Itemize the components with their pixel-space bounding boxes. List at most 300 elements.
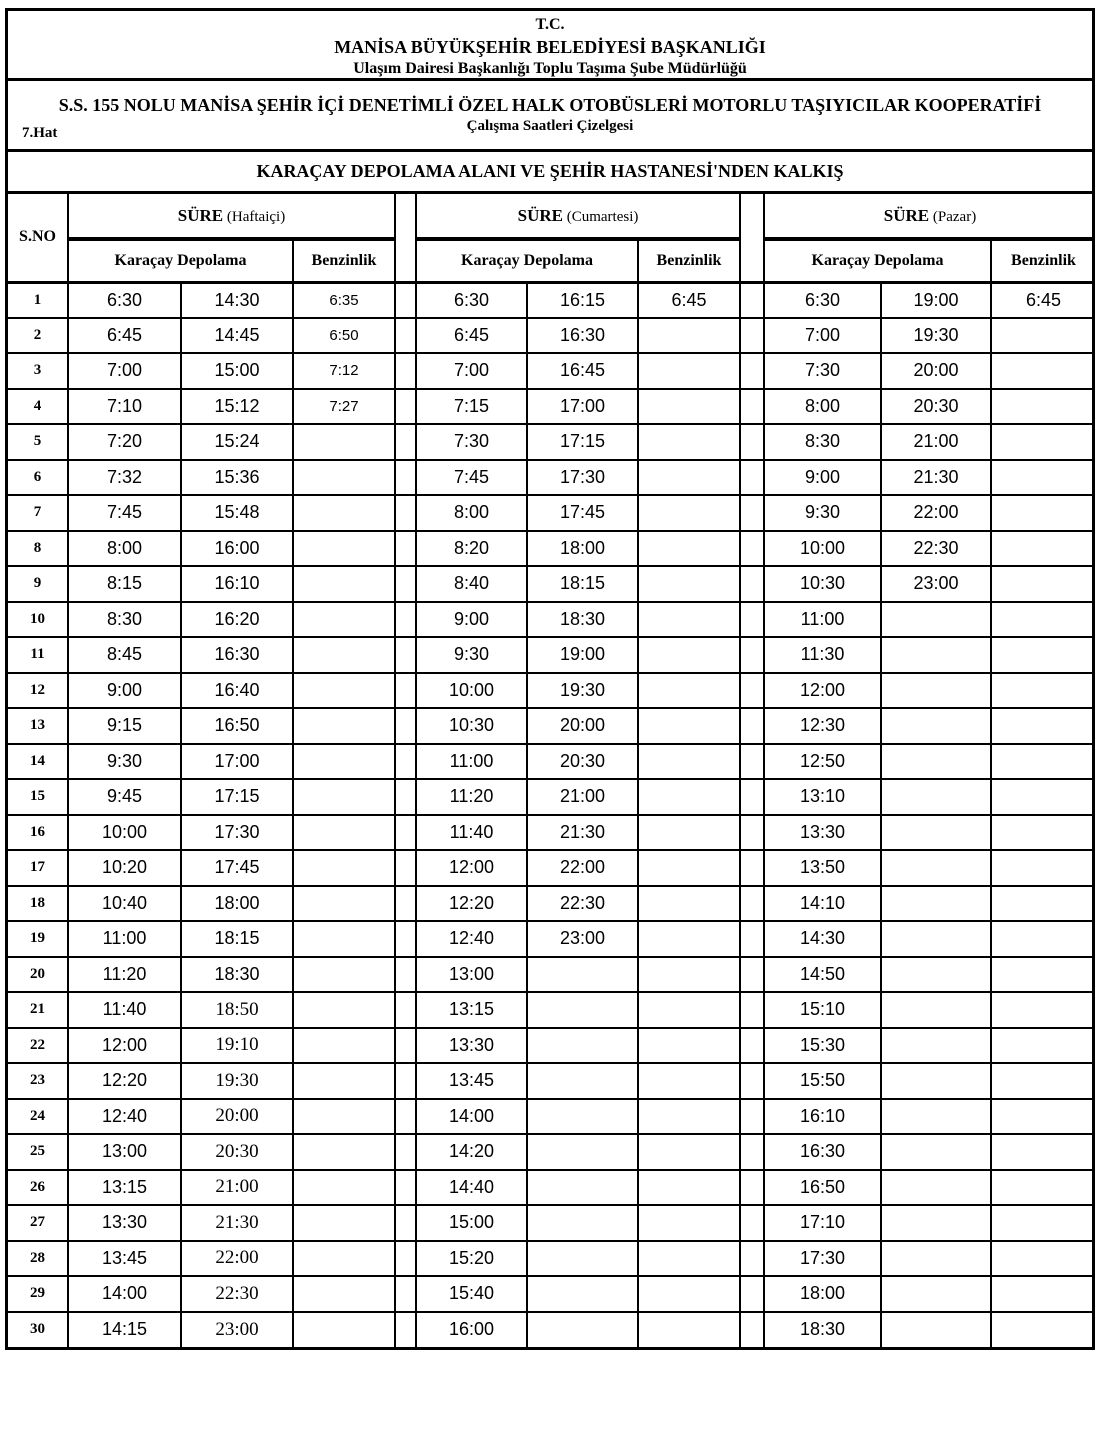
time-cell-sunday: 20:00 bbox=[881, 353, 991, 389]
table-row bbox=[8, 957, 1095, 993]
time-cell-weekday: 23:00 bbox=[181, 1312, 293, 1348]
table-row bbox=[8, 1134, 1095, 1170]
time-cell-weekday bbox=[293, 779, 395, 815]
time-cell-saturday: 17:15 bbox=[527, 424, 638, 460]
table-row bbox=[8, 495, 1095, 531]
time-cell-saturday: 8:00 bbox=[416, 495, 527, 531]
time-cell-weekday bbox=[293, 424, 395, 460]
time-cell-weekday bbox=[293, 566, 395, 602]
time-cell-weekday: 10:40 bbox=[68, 886, 181, 922]
col-header-benzinlik-sunday: Benzinlik bbox=[991, 239, 1095, 282]
time-cell-sunday bbox=[881, 708, 991, 744]
time-cell-sunday: 12:50 bbox=[764, 744, 881, 780]
table-row bbox=[8, 318, 1095, 354]
time-cell-saturday bbox=[638, 637, 740, 673]
table-row bbox=[8, 886, 1095, 922]
time-cell-sunday bbox=[991, 1099, 1095, 1135]
time-cell-saturday bbox=[638, 921, 740, 957]
time-cell-saturday: 22:00 bbox=[527, 850, 638, 886]
time-cell-weekday: 7:20 bbox=[68, 424, 181, 460]
time-cell-sunday: 13:30 bbox=[764, 815, 881, 851]
spacer-cell bbox=[740, 779, 764, 815]
table-row bbox=[8, 1170, 1095, 1206]
group-header-weekday bbox=[68, 194, 395, 239]
spacer-cell bbox=[740, 957, 764, 993]
table-row bbox=[8, 531, 1095, 567]
spacer-cell bbox=[740, 1241, 764, 1277]
time-cell-weekday: 11:00 bbox=[68, 921, 181, 957]
table-row bbox=[8, 744, 1095, 780]
time-cell-sunday: 22:30 bbox=[881, 531, 991, 567]
time-cell-weekday bbox=[293, 531, 395, 567]
spacer-cell bbox=[395, 779, 416, 815]
time-cell-weekday: 20:30 bbox=[181, 1134, 293, 1170]
spacer-cell bbox=[395, 318, 416, 354]
time-cell-saturday bbox=[638, 886, 740, 922]
time-cell-saturday: 18:30 bbox=[527, 602, 638, 638]
time-cell-sunday bbox=[881, 921, 991, 957]
group-qualifier-sunday: (Pazar) bbox=[929, 208, 977, 225]
time-cell-weekday bbox=[293, 1063, 395, 1099]
spacer-cell bbox=[740, 602, 764, 638]
time-cell-sunday: 16:10 bbox=[764, 1099, 881, 1135]
republic-line: T.C. bbox=[535, 16, 565, 33]
spacer-cell bbox=[740, 1063, 764, 1099]
time-cell-saturday: 18:00 bbox=[527, 531, 638, 567]
spacer-cell bbox=[740, 460, 764, 496]
time-cell-sunday: 14:50 bbox=[764, 957, 881, 993]
spacer-cell bbox=[395, 1099, 416, 1135]
time-cell-saturday: 6:30 bbox=[416, 282, 527, 318]
row-number-cell: 7 bbox=[8, 495, 68, 531]
time-cell-weekday: 12:20 bbox=[68, 1063, 181, 1099]
time-cell-saturday: 6:45 bbox=[638, 282, 740, 318]
time-cell-weekday: 17:30 bbox=[181, 815, 293, 851]
time-cell-sunday: 9:00 bbox=[764, 460, 881, 496]
time-cell-weekday bbox=[293, 1312, 395, 1348]
time-cell-weekday bbox=[293, 602, 395, 638]
spacer-cell bbox=[395, 424, 416, 460]
table-row bbox=[8, 460, 1095, 496]
time-cell-saturday: 17:00 bbox=[527, 389, 638, 425]
time-cell-sunday: 15:10 bbox=[764, 992, 881, 1028]
spacer-cell bbox=[395, 708, 416, 744]
time-cell-saturday: 21:00 bbox=[527, 779, 638, 815]
group-label-saturday: SÜRE bbox=[517, 205, 563, 225]
time-cell-sunday: 8:30 bbox=[764, 424, 881, 460]
spacer-cell bbox=[740, 673, 764, 709]
spacer-cell bbox=[395, 673, 416, 709]
time-cell-weekday bbox=[293, 886, 395, 922]
time-cell-saturday bbox=[638, 1312, 740, 1348]
time-cell-sunday: 11:30 bbox=[764, 637, 881, 673]
spacer-cell bbox=[740, 708, 764, 744]
spacer-cell bbox=[740, 850, 764, 886]
time-cell-sunday bbox=[991, 1205, 1095, 1241]
time-cell-saturday: 22:30 bbox=[527, 886, 638, 922]
time-cell-saturday: 11:00 bbox=[416, 744, 527, 780]
spacer-cell bbox=[740, 531, 764, 567]
time-cell-sunday: 8:00 bbox=[764, 389, 881, 425]
time-cell-saturday bbox=[638, 1276, 740, 1312]
table-row bbox=[8, 1028, 1095, 1064]
time-cell-saturday: 16:15 bbox=[527, 282, 638, 318]
row-number-cell: 11 bbox=[8, 637, 68, 673]
time-cell-sunday: 7:00 bbox=[764, 318, 881, 354]
time-cell-saturday bbox=[638, 531, 740, 567]
table-row bbox=[8, 1205, 1095, 1241]
row-number-cell: 10 bbox=[8, 602, 68, 638]
spacer-cell bbox=[395, 886, 416, 922]
time-cell-sunday bbox=[881, 1170, 991, 1206]
time-cell-weekday: 6:30 bbox=[68, 282, 181, 318]
time-cell-weekday: 16:50 bbox=[181, 708, 293, 744]
spacer-cell bbox=[740, 318, 764, 354]
spacer-cell bbox=[740, 1099, 764, 1135]
time-cell-sunday: 18:30 bbox=[764, 1312, 881, 1348]
row-number-cell: 30 bbox=[8, 1312, 68, 1348]
table-row bbox=[8, 1099, 1095, 1135]
spacer-cell bbox=[740, 815, 764, 851]
time-cell-weekday: 14:45 bbox=[181, 318, 293, 354]
sno-header: S.NO bbox=[8, 194, 68, 282]
row-number-cell: 18 bbox=[8, 886, 68, 922]
time-cell-saturday: 13:30 bbox=[416, 1028, 527, 1064]
time-cell-sunday bbox=[991, 886, 1095, 922]
time-cell-saturday bbox=[638, 779, 740, 815]
time-cell-saturday: 17:45 bbox=[527, 495, 638, 531]
time-cell-sunday: 10:00 bbox=[764, 531, 881, 567]
spacer-cell bbox=[740, 353, 764, 389]
timetable bbox=[8, 194, 1095, 1347]
time-cell-sunday bbox=[991, 602, 1095, 638]
time-cell-weekday bbox=[293, 992, 395, 1028]
time-cell-saturday: 9:00 bbox=[416, 602, 527, 638]
spacer-cell bbox=[395, 353, 416, 389]
time-cell-weekday bbox=[293, 637, 395, 673]
cooperative-title: S.S. 155 NOLU MANİSA ŞEHİR İÇİ DENETİMLİ ÖZEL HALK OTOBÜSLERİ MOTORLU TAŞIYICILAR KOOPERATİFİ bbox=[58, 95, 1042, 115]
time-cell-weekday: 13:45 bbox=[68, 1241, 181, 1277]
time-cell-sunday bbox=[991, 495, 1095, 531]
time-cell-sunday bbox=[991, 566, 1095, 602]
table-row bbox=[8, 1276, 1095, 1312]
time-cell-weekday bbox=[293, 815, 395, 851]
time-cell-sunday: 19:00 bbox=[881, 282, 991, 318]
spacer-cell bbox=[740, 744, 764, 780]
time-cell-sunday bbox=[991, 637, 1095, 673]
time-cell-saturday: 16:00 bbox=[416, 1312, 527, 1348]
time-cell-saturday bbox=[527, 1063, 638, 1099]
spacer-cell bbox=[740, 1134, 764, 1170]
spacer-cell bbox=[395, 637, 416, 673]
row-number-cell: 17 bbox=[8, 850, 68, 886]
time-cell-sunday bbox=[991, 1276, 1095, 1312]
column-header-row bbox=[8, 239, 1095, 282]
time-cell-saturday bbox=[527, 1312, 638, 1348]
table-row bbox=[8, 353, 1095, 389]
table-row bbox=[8, 1241, 1095, 1277]
time-cell-saturday bbox=[638, 424, 740, 460]
time-cell-sunday: 21:00 bbox=[881, 424, 991, 460]
time-cell-sunday bbox=[991, 815, 1095, 851]
time-cell-sunday bbox=[991, 460, 1095, 496]
time-cell-saturday: 19:30 bbox=[527, 673, 638, 709]
time-cell-saturday bbox=[638, 992, 740, 1028]
group-label-weekday: SÜRE bbox=[177, 205, 224, 225]
row-number-cell: 3 bbox=[8, 353, 68, 389]
time-cell-saturday bbox=[527, 1134, 638, 1170]
time-cell-sunday bbox=[881, 992, 991, 1028]
time-cell-saturday: 23:00 bbox=[527, 921, 638, 957]
time-cell-saturday bbox=[527, 992, 638, 1028]
time-cell-weekday bbox=[293, 957, 395, 993]
spacer-cell bbox=[395, 1028, 416, 1064]
time-cell-weekday: 22:30 bbox=[181, 1276, 293, 1312]
time-cell-saturday bbox=[638, 1028, 740, 1064]
time-cell-weekday bbox=[293, 1276, 395, 1312]
time-cell-sunday: 9:30 bbox=[764, 495, 881, 531]
time-cell-weekday: 19:10 bbox=[181, 1028, 293, 1064]
time-cell-sunday: 11:00 bbox=[764, 602, 881, 638]
row-number-cell: 16 bbox=[8, 815, 68, 851]
time-cell-weekday: 15:48 bbox=[181, 495, 293, 531]
time-cell-weekday bbox=[293, 708, 395, 744]
time-cell-saturday: 17:30 bbox=[527, 460, 638, 496]
time-cell-saturday: 10:00 bbox=[416, 673, 527, 709]
group-qualifier-saturday: (Cumartesi) bbox=[562, 208, 639, 225]
time-cell-weekday: 6:35 bbox=[293, 282, 395, 318]
time-cell-sunday: 21:30 bbox=[881, 460, 991, 496]
time-cell-saturday: 12:00 bbox=[416, 850, 527, 886]
time-cell-weekday: 8:30 bbox=[68, 602, 181, 638]
municipality-line: MANİSA BÜYÜKŞEHİR BELEDİYESİ BAŞKANLIĞI bbox=[334, 37, 766, 57]
row-number-cell: 24 bbox=[8, 1099, 68, 1135]
time-cell-sunday bbox=[991, 744, 1095, 780]
time-cell-weekday: 8:45 bbox=[68, 637, 181, 673]
time-cell-sunday bbox=[881, 1099, 991, 1135]
spacer-cell bbox=[740, 1276, 764, 1312]
spacer-cell bbox=[395, 1170, 416, 1206]
time-cell-sunday: 16:30 bbox=[764, 1134, 881, 1170]
time-cell-weekday: 10:20 bbox=[68, 850, 181, 886]
row-number-cell: 22 bbox=[8, 1028, 68, 1064]
time-cell-sunday: 6:30 bbox=[764, 282, 881, 318]
time-cell-sunday bbox=[991, 389, 1095, 425]
time-cell-sunday bbox=[881, 886, 991, 922]
time-cell-saturday bbox=[527, 1099, 638, 1135]
time-cell-sunday: 6:45 bbox=[991, 282, 1095, 318]
time-cell-saturday bbox=[638, 1134, 740, 1170]
time-cell-saturday: 14:00 bbox=[416, 1099, 527, 1135]
table-row bbox=[8, 389, 1095, 425]
time-cell-weekday: 18:50 bbox=[181, 992, 293, 1028]
time-cell-saturday bbox=[638, 318, 740, 354]
time-cell-sunday: 15:50 bbox=[764, 1063, 881, 1099]
time-cell-saturday: 14:20 bbox=[416, 1134, 527, 1170]
time-cell-sunday bbox=[881, 637, 991, 673]
time-cell-sunday bbox=[991, 957, 1095, 993]
table-row bbox=[8, 282, 1095, 318]
time-cell-sunday bbox=[881, 1276, 991, 1312]
time-cell-sunday bbox=[991, 850, 1095, 886]
time-cell-sunday bbox=[881, 815, 991, 851]
spacer-cell bbox=[740, 992, 764, 1028]
time-cell-sunday bbox=[991, 673, 1095, 709]
time-cell-saturday: 20:00 bbox=[527, 708, 638, 744]
row-number-cell: 6 bbox=[8, 460, 68, 496]
time-cell-sunday bbox=[991, 708, 1095, 744]
table-row bbox=[8, 815, 1095, 851]
time-cell-saturday: 15:20 bbox=[416, 1241, 527, 1277]
department-line: Ulaşım Dairesi Başkanlığı Toplu Taşıma Şube Müdürlüğü bbox=[353, 60, 747, 77]
time-cell-sunday bbox=[881, 957, 991, 993]
time-cell-weekday: 15:24 bbox=[181, 424, 293, 460]
spacer-cell bbox=[395, 282, 416, 318]
time-cell-sunday: 19:30 bbox=[881, 318, 991, 354]
time-cell-weekday: 17:00 bbox=[181, 744, 293, 780]
time-cell-weekday: 6:45 bbox=[68, 318, 181, 354]
group-label-sunday: SÜRE bbox=[883, 205, 930, 225]
time-cell-sunday bbox=[881, 673, 991, 709]
time-cell-saturday: 14:40 bbox=[416, 1170, 527, 1206]
time-cell-sunday bbox=[881, 1134, 991, 1170]
table-row bbox=[8, 1312, 1095, 1348]
watermark-top: OtobusSaatleri.Net bbox=[228, 63, 381, 82]
time-cell-weekday: 13:15 bbox=[68, 1170, 181, 1206]
time-cell-weekday: 20:00 bbox=[181, 1099, 293, 1135]
row-number-cell: 12 bbox=[8, 673, 68, 709]
time-cell-saturday: 13:00 bbox=[416, 957, 527, 993]
row-number-cell: 13 bbox=[8, 708, 68, 744]
row-number-cell: 23 bbox=[8, 1063, 68, 1099]
spacer-cell bbox=[395, 1312, 416, 1348]
time-cell-sunday bbox=[991, 424, 1095, 460]
spacer-cell bbox=[395, 921, 416, 957]
time-cell-saturday bbox=[527, 1028, 638, 1064]
time-cell-sunday bbox=[881, 850, 991, 886]
spacer-cell bbox=[740, 495, 764, 531]
col-header-depot-weekday: Karaçay Depolama bbox=[68, 239, 293, 282]
time-cell-sunday: 7:30 bbox=[764, 353, 881, 389]
row-number-cell: 9 bbox=[8, 566, 68, 602]
time-cell-weekday bbox=[293, 1134, 395, 1170]
spacer-cell bbox=[395, 744, 416, 780]
time-cell-saturday: 10:30 bbox=[416, 708, 527, 744]
time-cell-sunday bbox=[881, 744, 991, 780]
spacer-cell bbox=[395, 1241, 416, 1277]
time-cell-sunday bbox=[991, 1241, 1095, 1277]
spacer-cell bbox=[740, 566, 764, 602]
row-number-cell: 8 bbox=[8, 531, 68, 567]
time-cell-sunday bbox=[991, 1063, 1095, 1099]
route-number: 7.Hat bbox=[22, 125, 58, 141]
table-row bbox=[8, 673, 1095, 709]
col-header-depot-sunday: Karaçay Depolama bbox=[764, 239, 991, 282]
time-cell-sunday: 18:00 bbox=[764, 1276, 881, 1312]
spacer-cell bbox=[740, 282, 764, 318]
time-cell-saturday: 12:40 bbox=[416, 921, 527, 957]
spacer-cell bbox=[395, 389, 416, 425]
time-cell-weekday: 11:20 bbox=[68, 957, 181, 993]
time-cell-weekday: 16:00 bbox=[181, 531, 293, 567]
time-cell-sunday bbox=[881, 1063, 991, 1099]
spacer-cell bbox=[740, 1170, 764, 1206]
time-cell-sunday bbox=[991, 531, 1095, 567]
watermark-middle: OtobusSaatleri.Net bbox=[578, 1313, 731, 1332]
time-cell-saturday bbox=[638, 460, 740, 496]
spacer-cell bbox=[395, 531, 416, 567]
time-cell-weekday: 9:30 bbox=[68, 744, 181, 780]
spacer-cell bbox=[395, 850, 416, 886]
spacer-cell bbox=[395, 815, 416, 851]
spacer-cell bbox=[740, 886, 764, 922]
time-cell-weekday: 12:40 bbox=[68, 1099, 181, 1135]
time-cell-saturday bbox=[527, 1276, 638, 1312]
row-number-cell: 1 bbox=[8, 282, 68, 318]
time-cell-sunday: 23:00 bbox=[881, 566, 991, 602]
time-cell-weekday bbox=[293, 1028, 395, 1064]
time-cell-weekday: 18:30 bbox=[181, 957, 293, 993]
time-cell-saturday: 7:30 bbox=[416, 424, 527, 460]
table-row bbox=[8, 850, 1095, 886]
row-number-cell: 4 bbox=[8, 389, 68, 425]
row-number-cell: 28 bbox=[8, 1241, 68, 1277]
time-cell-weekday: 7:27 bbox=[293, 389, 395, 425]
time-cell-sunday bbox=[991, 779, 1095, 815]
time-cell-saturday: 16:45 bbox=[527, 353, 638, 389]
spacer-cell bbox=[740, 1205, 764, 1241]
time-cell-sunday bbox=[881, 1205, 991, 1241]
time-cell-saturday: 20:30 bbox=[527, 744, 638, 780]
time-cell-weekday: 14:15 bbox=[68, 1312, 181, 1348]
time-cell-weekday: 16:30 bbox=[181, 637, 293, 673]
table-row bbox=[8, 566, 1095, 602]
time-cell-saturday: 16:30 bbox=[527, 318, 638, 354]
time-cell-sunday bbox=[991, 1312, 1095, 1348]
time-cell-weekday: 16:10 bbox=[181, 566, 293, 602]
time-cell-weekday: 7:32 bbox=[68, 460, 181, 496]
time-cell-weekday: 15:00 bbox=[181, 353, 293, 389]
time-cell-weekday: 11:40 bbox=[68, 992, 181, 1028]
spacer-cell bbox=[395, 1276, 416, 1312]
time-cell-sunday: 17:10 bbox=[764, 1205, 881, 1241]
page bbox=[5, 8, 1095, 1350]
time-cell-sunday bbox=[991, 1134, 1095, 1170]
spacer-cell bbox=[740, 389, 764, 425]
time-cell-saturday bbox=[638, 744, 740, 780]
time-cell-saturday: 8:40 bbox=[416, 566, 527, 602]
group-header-row bbox=[8, 194, 1095, 239]
time-cell-sunday bbox=[881, 1028, 991, 1064]
time-cell-weekday bbox=[293, 1241, 395, 1277]
cooperative-header bbox=[8, 81, 1092, 152]
spacer-cell bbox=[740, 921, 764, 957]
time-cell-saturday: 6:45 bbox=[416, 318, 527, 354]
time-cell-sunday bbox=[991, 318, 1095, 354]
time-cell-saturday bbox=[527, 957, 638, 993]
time-cell-sunday: 14:10 bbox=[764, 886, 881, 922]
row-number-cell: 2 bbox=[8, 318, 68, 354]
time-cell-saturday bbox=[638, 495, 740, 531]
row-number-cell: 14 bbox=[8, 744, 68, 780]
time-cell-saturday bbox=[638, 815, 740, 851]
col-header-benzinlik-saturday: Benzinlik bbox=[638, 239, 740, 282]
time-cell-weekday: 7:00 bbox=[68, 353, 181, 389]
time-cell-saturday: 9:30 bbox=[416, 637, 527, 673]
time-cell-saturday bbox=[638, 673, 740, 709]
time-cell-saturday: 12:20 bbox=[416, 886, 527, 922]
table-row bbox=[8, 637, 1095, 673]
